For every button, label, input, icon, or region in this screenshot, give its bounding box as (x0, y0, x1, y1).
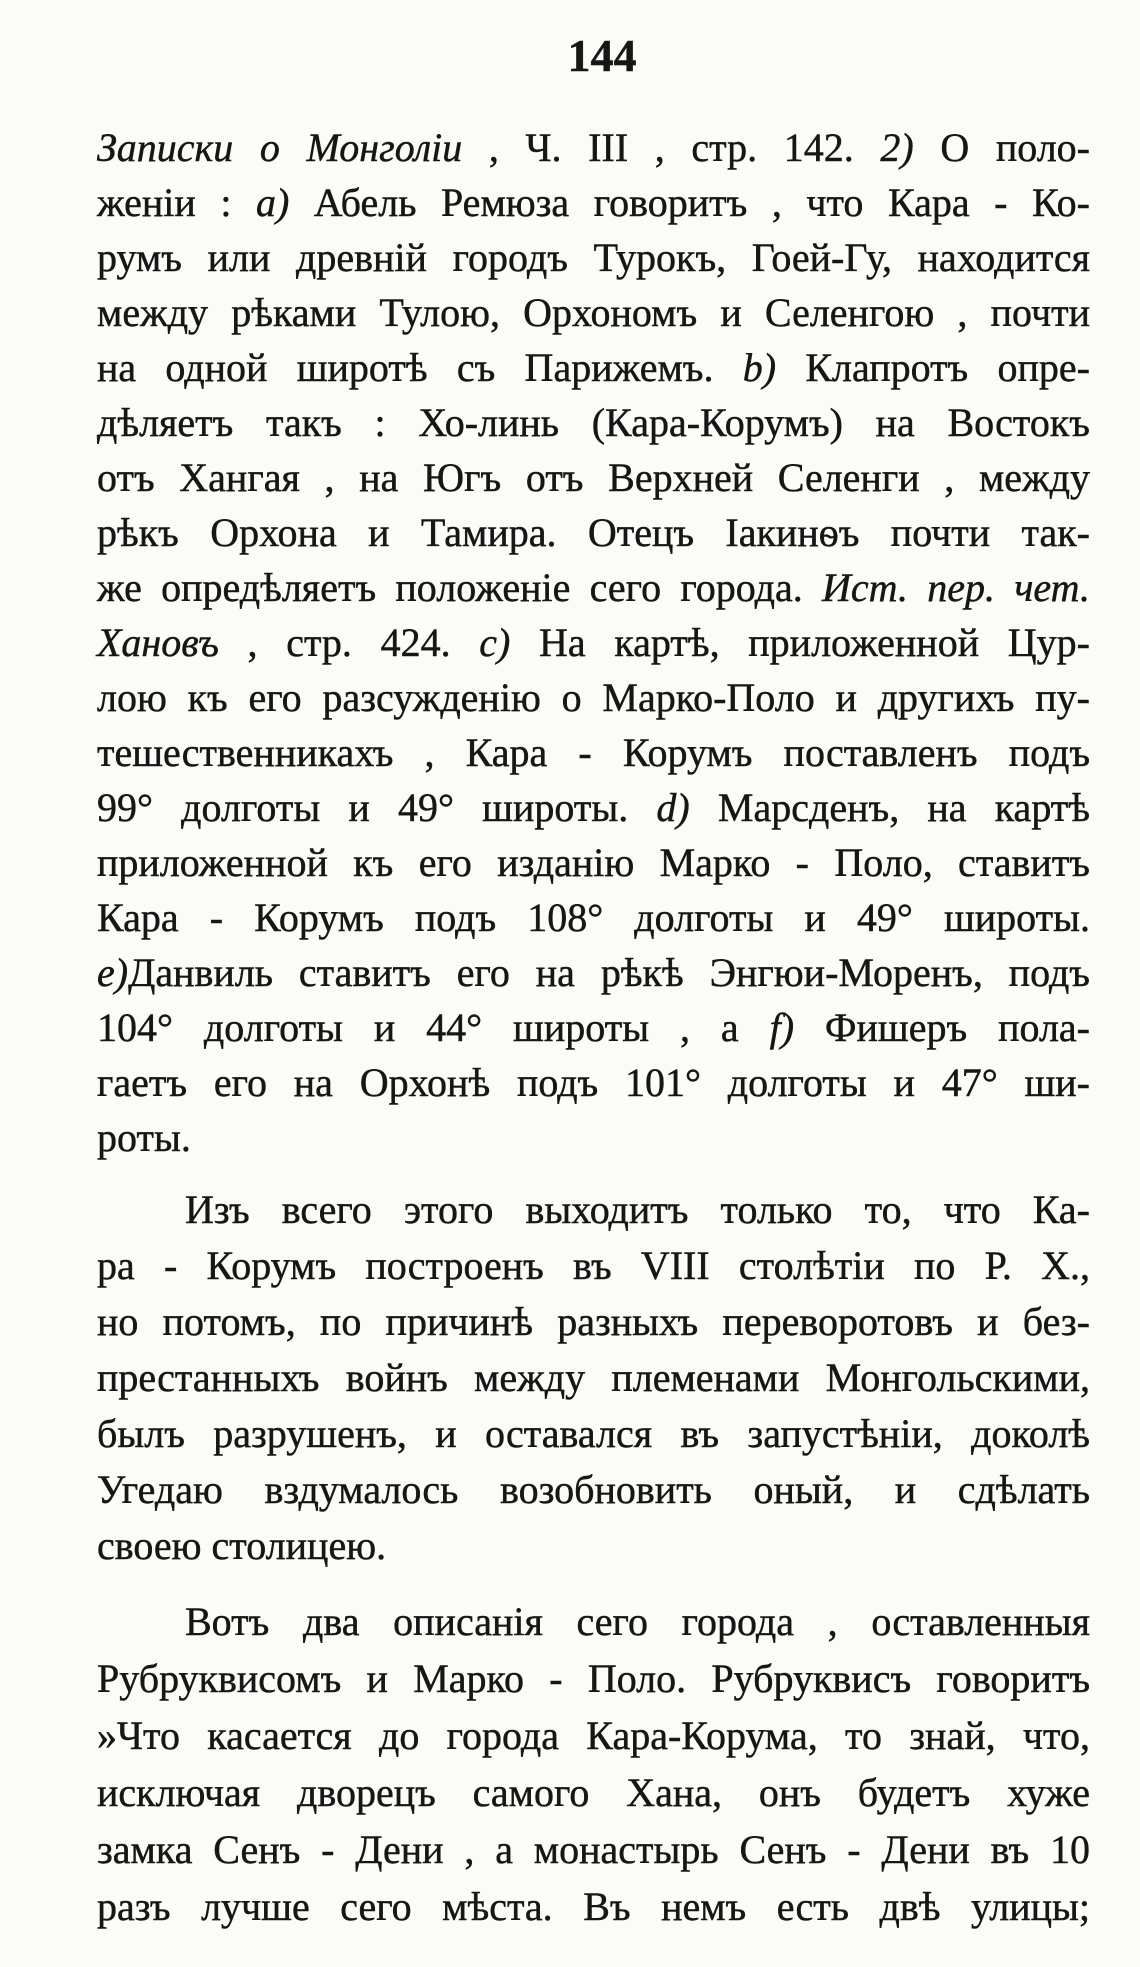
text-line (97, 945, 1090, 1000)
text-line (97, 780, 1090, 835)
text-segment: Кара - Корумъ подъ 108° долготы и 49° широты. (97, 895, 1090, 940)
text-segment: гаетъ его на Орхонѣ подъ 101° долготы и 47° ши- (97, 1060, 1090, 1105)
text-line (97, 1707, 1090, 1764)
text-line (97, 1821, 1090, 1878)
text-line (97, 505, 1090, 560)
text-line (97, 1518, 1090, 1574)
text-line (97, 835, 1090, 890)
text-segment: лою къ его разсужденію о Марко-Поло и другихъ пу- (97, 675, 1090, 720)
text-line (97, 1462, 1090, 1518)
text-line (97, 1000, 1090, 1055)
text-segment: но потомъ, по причинѣ разныхъ переворотовъ и без- (97, 1299, 1090, 1344)
text-segment: рѣкъ Орхона и Тамира. Отецъ Іакинѳъ почти так- (97, 510, 1090, 555)
text-segment: Угедаю вздумалось возобновить оный, и сдѣлать (97, 1467, 1090, 1512)
text-line (97, 1238, 1090, 1294)
italic-text: e) (97, 950, 129, 995)
italic-text: f) (769, 1005, 795, 1050)
text-line (97, 560, 1090, 615)
text-segment: Фишеръ пола- (794, 1005, 1090, 1050)
text-segment: Марсденъ, на картѣ (689, 785, 1090, 830)
text-segment: между рѣками Тулою, Орхономъ и Селенгою , почти (97, 290, 1090, 335)
text-segment: Рубруквисомъ и Марко - Поло. Рубруквисъ говоритъ (97, 1656, 1090, 1701)
paragraph (97, 120, 1090, 1165)
text-line (97, 1650, 1090, 1707)
text-segment: отъ Хангая , на Югъ отъ Верхней Селенги , между (97, 455, 1090, 500)
text-segment: приложенной къ его изданію Марко - Поло, ставитъ (97, 840, 1090, 885)
text-segment: престанныхъ войнъ между племенами Монгольскими, (97, 1355, 1090, 1400)
italic-text: Записки о Монголіи (97, 125, 463, 170)
text-segment: Клапротъ опре- (776, 345, 1090, 390)
text-line (97, 175, 1090, 230)
text-segment: на одной широтѣ съ Парижемъ. (97, 345, 743, 390)
text-segment: Абель Ремюза говоритъ , что Кара - Ко- (289, 180, 1090, 225)
italic-text: a) (255, 180, 290, 225)
text-segment: же опредѣляетъ положеніе сего города. (97, 565, 822, 610)
text-segment: дѣляетъ такъ : Хо-линь (Кара-Корумъ) на Востокъ (97, 400, 1090, 445)
text-segment: 99° долготы и 49° широты. (97, 785, 657, 830)
text-line (97, 615, 1090, 670)
text-line (97, 340, 1090, 395)
text-line (97, 1406, 1090, 1462)
text-line (97, 450, 1090, 505)
text-line (97, 1764, 1090, 1821)
text-line (97, 1055, 1090, 1110)
text-line (97, 890, 1090, 945)
text-line (97, 1110, 1090, 1165)
text-line (97, 725, 1090, 780)
paragraph (97, 1593, 1090, 1935)
text-segment: Изъ всего этого выходитъ только то, что Ка- (185, 1187, 1090, 1232)
text-segment: ра - Корумъ построенъ въ VIII столѣтіи по Р. Х., (97, 1243, 1090, 1288)
italic-text: d) (656, 785, 690, 830)
text-line (97, 1878, 1090, 1935)
italic-text: Хановъ (97, 620, 219, 665)
text-segment: »Что касается до города Кара-Корума, то знай, что, (97, 1713, 1090, 1758)
text-segment: На картѣ, приложенной Цур- (510, 620, 1090, 665)
text-segment: исключая дворецъ самого Хана, онъ будетъ хуже (97, 1770, 1090, 1815)
text-segment: женіи : (97, 180, 256, 225)
italic-text: c) (479, 620, 511, 665)
text-segment: роты. (97, 1115, 191, 1160)
text-segment: былъ разрушенъ, и оставался въ запустѣніи, доколѣ (97, 1411, 1090, 1456)
text-line (97, 1593, 1090, 1650)
italic-text: b) (742, 345, 777, 390)
text-segment: своею столицею. (97, 1523, 387, 1568)
text-line (97, 1294, 1090, 1350)
text-segment: 104° долготы и 44° широты , а (97, 1005, 770, 1050)
text-line (97, 230, 1090, 285)
text-segment: Данвиль ставитъ его на рѣкѣ Энгюи-Моренъ, подъ (128, 950, 1090, 995)
text-segment: , стр. 424. (218, 620, 480, 665)
text-segment: Вотъ два описанія сего города , оставленныя (185, 1599, 1090, 1644)
text-line (97, 1182, 1090, 1238)
text-segment: замка Сенъ - Дени , а монастырь Сенъ - Дени въ 10 (97, 1827, 1090, 1872)
page-number: 144 (567, 30, 637, 81)
text-segment: О поло- (913, 125, 1091, 170)
text-line (97, 120, 1090, 175)
text-line (97, 1350, 1090, 1406)
italic-text: 2) (880, 125, 914, 170)
text-line (97, 395, 1090, 450)
text-segment: румъ или древній городъ Турокъ, Гоей-Гу, находится (97, 235, 1090, 280)
paragraph (97, 1182, 1090, 1574)
text-line (97, 670, 1090, 725)
text-line (97, 285, 1090, 340)
text-segment: , Ч. III , стр. 142. (462, 125, 881, 170)
text-segment: тешественникахъ , Кара - Корумъ поставленъ подъ (97, 730, 1090, 775)
italic-text: Ист. пер. чет. (822, 565, 1091, 610)
text-segment: разъ лучше сего мѣста. Въ немъ есть двѣ улицы; (97, 1884, 1090, 1929)
